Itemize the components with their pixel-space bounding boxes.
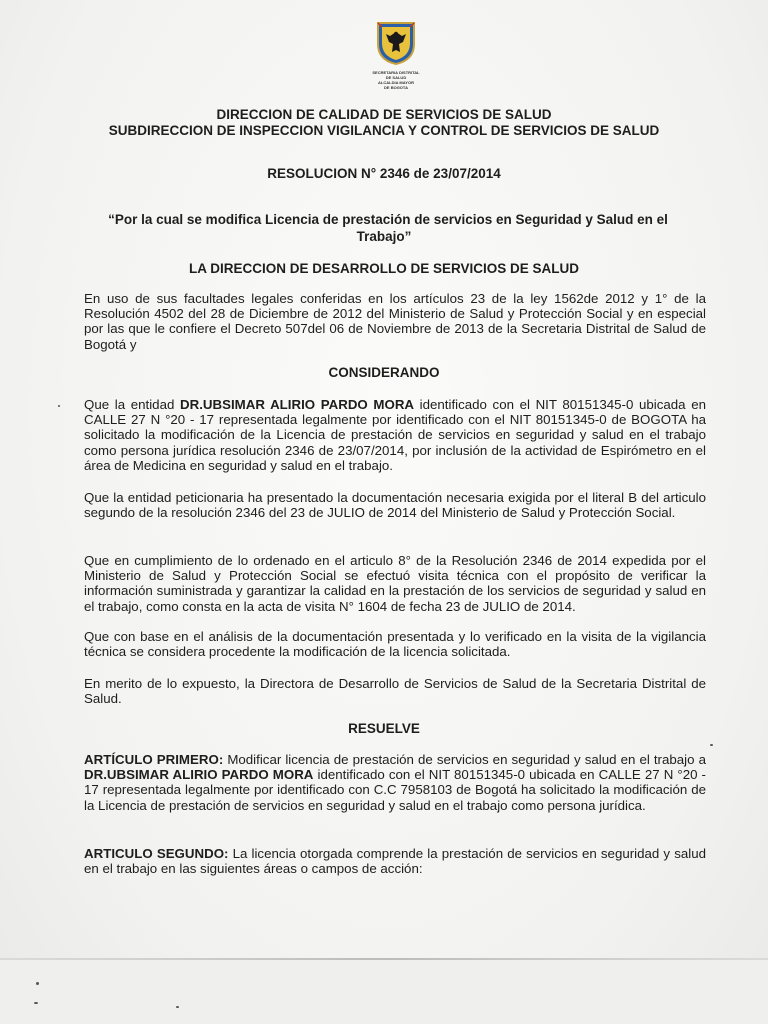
issuing-authority: LA DIRECCION DE DESARROLLO DE SERVICIOS DE SALUD [188, 261, 580, 276]
page-edge-line [0, 958, 768, 960]
entity-name: DR.UBSIMAR ALIRIO PARDO MORA [84, 767, 314, 783]
resuelve-heading: RESUELVE [348, 721, 420, 736]
header-direction: DIRECCION DE CALIDAD DE SERVICIOS DE SALUD [216, 107, 552, 122]
crest-caption-line: DE BOGOTA [384, 85, 408, 90]
scan-speck [176, 1006, 179, 1008]
article-1-paragraph [84, 752, 706, 813]
subject-line-2: Trabajo” [356, 229, 412, 244]
paragraph-text: Modificar licencia de prestación de servicios en seguridad y salud en el trabajo a [223, 752, 706, 767]
considerando-paragraph-1 [84, 397, 706, 473]
crest-caption-line: ALCALDIA MAYOR [378, 80, 414, 85]
paragraph-text: identificado con el NIT 80151345-0 ubicada en CALLE 27 N °20 - 17 representada legalmente por identificado con el NIT 80151345-0 de BOGOTA ha solicitado la modificación de la Licencia de prestación de servicios en seguridad y salud en el trabajo como persona jurídica resolución 2346 de 23/07/2014, por inclusión de la actividad de Espirómetro en el área de Medicina en seguridad y salud en el trabajo. [84, 397, 706, 473]
preamble-paragraph: En uso de sus facultades legales conferidas en los artículos 23 de la ley 1562de 2012 y 1° de la Resolución 4502 del 28 de Diciembre de 2012 del Ministerio de Salud y Protección Social y en especial por las que le confiere el Decreto 507del 06 de Noviembre de 2013 de la Secretaria Distrital de Salud de Bogotá y [84, 291, 706, 352]
resolution-number: RESOLUCION N° 2346 de 23/07/2014 [267, 166, 501, 181]
considerando-paragraph-4: Que con base en el análisis de la documentación presentada y lo verificado en la visita de la vigilancia técnica se considera procedente la modificación de la licencia solicitada. [84, 629, 706, 660]
subject-line-1: “Por la cual se modifica Licencia de prestación de servicios en Seguridad y Salud en el [108, 212, 668, 227]
scan-speck [34, 1002, 38, 1004]
considerando-paragraph-2: Que la entidad peticionaria ha presentado la documentación necesaria exigida por el literal B del articulo segundo de la resolución 2346 del 23 de JULIO de 2014 del Ministerio de Salud y Protección Social. [84, 490, 706, 521]
considerando-heading: CONSIDERANDO [328, 365, 440, 380]
crest-caption-line: DE SALUD [385, 75, 407, 80]
entity-name: DR.UBSIMAR ALIRIO PARDO MORA [179, 397, 415, 412]
scan-bottom-margin [0, 960, 768, 1024]
paragraph-text: identificado con el NIT 80151345-0 ubicada en CALLE 27 N °20 - 17 representada legalmente por identificado con C.C 7958103 de Bogotá ha solicitado la modificación de la Licencia de prestación de servicios en seguridad y salud en el trabajo como persona jurídica. [84, 767, 706, 813]
paragraph-text: Que la entidad [84, 397, 180, 412]
scan-speck [710, 744, 713, 746]
scan-speck [58, 405, 60, 407]
paragraph-text: La licencia otorgada comprende la prestación de servicios en seguridad y salud en el trabajo en las siguientes áreas o campos de acción: [84, 846, 706, 877]
scan-speck [36, 982, 39, 985]
crest-caption-line: SECRETARIA DISTRITAL [372, 70, 420, 75]
article-label: ARTÍCULO PRIMERO: [84, 752, 224, 767]
considerando-paragraph-5: En merito de lo expuesto, la Directora de Desarrollo de Servicios de Salud de la Secretaria Distrital de Salud. [84, 676, 706, 707]
article-label: ARTICULO SEGUNDO: [84, 846, 229, 861]
crest-caption [360, 70, 432, 90]
considerando-paragraph-3: Que en cumplimiento de lo ordenado en el articulo 8° de la Resolución 2346 de 2014 expedida por el Ministerio de Salud y Protección Social se efectuó visita técnica con el propósito de verificar la información suministrada y garantizar la calidad en la prestación de los servicios de seguridad y salud en el trabajo, como consta en la acta de visita N° 1604 de fecha 23 de JULIO de 2014. [84, 553, 706, 614]
header-subdirection: SUBDIRECCION DE INSPECCION VIGILANCIA Y CONTROL DE SERVICIOS DE SALUD [108, 123, 660, 138]
article-2-paragraph [84, 846, 706, 876]
bogota-coat-of-arms-icon [372, 20, 420, 66]
